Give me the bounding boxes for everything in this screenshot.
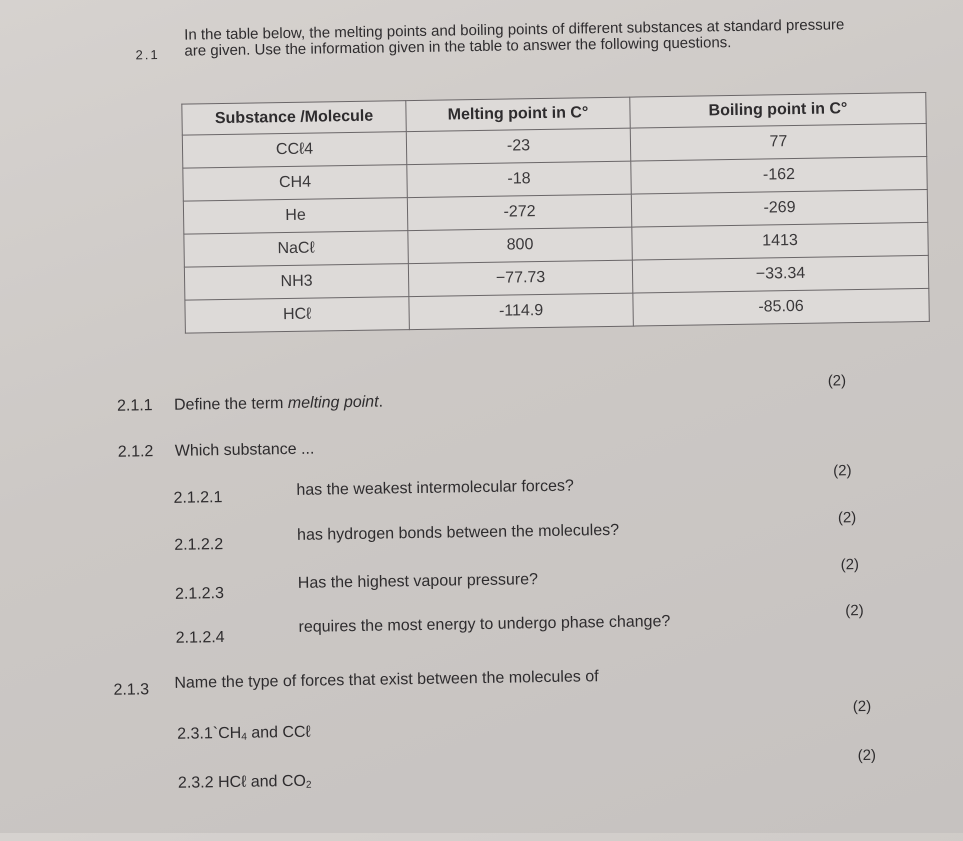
substance-cell: He [183,198,407,235]
boiling-cell: -85.06 [633,288,929,326]
boiling-cell: -162 [631,156,927,194]
subquestion-number: 2.1.1 [116,397,153,415]
subquestion-text: has hydrogen bonds between the molecules? [296,521,620,544]
marks: (2) [837,509,857,527]
subquestion-text [174,394,383,415]
marks: (2) [840,556,860,574]
subquestion-number: 2.3.2 [177,774,214,792]
substance-cell: CCℓ4 [182,132,406,169]
subquestion-text: Has the highest vapour pressure? [297,571,539,592]
melting-cell: 800 [408,227,632,264]
subquestion-number: 2.1.3 [113,681,150,699]
header-substance: Substance /Molecule [182,101,406,136]
italic-term: melting point [287,393,379,413]
marks: (2) [833,462,852,480]
boiling-cell: −33.34 [632,255,928,293]
substance-cell: CH4 [183,165,407,202]
subquestion-number: 2.3.1` [177,725,219,743]
substance-cell: NH3 [184,264,408,301]
melting-cell: -18 [407,161,631,198]
marks: (2) [845,602,864,620]
subquestion-number: 2.1.2 [117,443,154,461]
question-intro: In the table below, the melting points and boiling points of different substances at standard pressure are given. Use the information given in the table to answer the following questions. [184,16,845,60]
subquestion-text: has the weakest intermolecular forces? [296,477,574,499]
subquestion-number: 2.1.2.1 [173,489,223,507]
subquestion-item [177,724,311,744]
subquestion-text: requires the most energy to undergo phase change? [298,613,671,636]
subquestion-number: 2.1.2.3 [174,585,225,603]
subquestion-number: 2.1.2.4 [175,629,225,647]
boiling-cell: -269 [631,189,927,227]
melting-cell: -23 [406,128,630,165]
subquestion-text: Name the type of forces that exist between the molecules of [174,668,599,692]
question-number: 2.1 [135,46,160,63]
header-melting-point: Melting point in C° [406,97,630,132]
subquestion-text: Which substance ... [174,440,315,460]
subquestion-text: $CH_4$ and CCℓ [217,723,311,743]
header-boiling-point: Boiling point in C° [630,92,926,128]
subquestion-text: HCℓ and $CO_2$ [217,772,312,792]
text-prefix: Define the term [173,395,288,414]
substance-cell: NaCℓ [184,231,408,268]
subquestion-number: 2.1.2.2 [174,536,224,554]
melting-boiling-table [181,92,930,334]
boiling-cell: 1413 [632,222,928,260]
marks: (2) [857,746,877,765]
boiling-cell: 77 [630,123,926,161]
melting-cell: -114.9 [409,293,633,330]
text-suffix: . [378,393,384,411]
subquestion-item [178,773,312,793]
marks: (2) [852,697,872,716]
marks: (2) [827,372,847,390]
substance-cell: HCℓ [185,297,409,334]
melting-cell: −77.73 [408,260,632,297]
melting-cell: -272 [407,194,631,231]
